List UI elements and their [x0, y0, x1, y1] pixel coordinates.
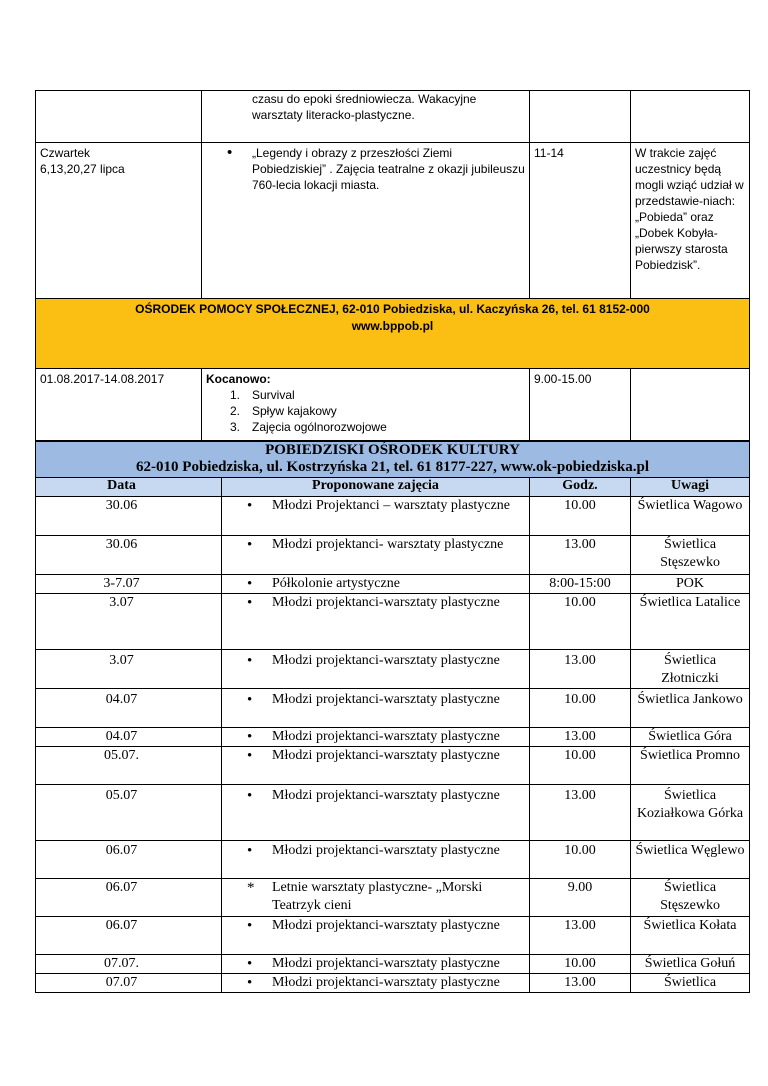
time-cell: 13.00	[530, 728, 631, 747]
activity-cell	[222, 747, 530, 785]
list-number: 1.	[230, 388, 241, 402]
activity-item: • Młodzi projektanci-warsztaty plastyczne	[247, 594, 525, 612]
activity-cell	[222, 955, 530, 974]
table-row	[36, 974, 750, 993]
activity-item: * Letnie warsztaty plastyczne- „Morski Teatrzyk cieni	[247, 879, 525, 915]
list-item-label: Survival	[252, 388, 295, 402]
table-row	[36, 917, 750, 955]
time-cell: 13.00	[530, 650, 631, 689]
date-cell	[36, 143, 202, 299]
time-cell: 13.00	[530, 917, 631, 955]
list-item-label: Spływ kajakowy	[252, 404, 337, 418]
ops-section-band	[36, 299, 750, 369]
activity-cell	[222, 728, 530, 747]
time-cell: 10.00	[530, 955, 631, 974]
activity-item: • Młodzi projektanci-warsztaty plastyczne	[247, 842, 525, 860]
activity-cell	[202, 369, 530, 441]
notes-cell: Świetlica Gołuń	[631, 955, 750, 974]
pok-section-band	[36, 442, 750, 478]
date-cell: 05.07.	[36, 747, 222, 785]
table-row	[36, 497, 750, 536]
activity-cell	[202, 143, 530, 299]
activity-cell	[222, 917, 530, 955]
date-cell: 06.07	[36, 917, 222, 955]
activity-cell	[222, 536, 530, 575]
activity-item: • Młodzi projektanci-warsztaty plastyczne	[247, 728, 525, 746]
time-cell: 9.00-15.00	[530, 369, 631, 441]
notes-cell: Świetlica Góra	[631, 728, 750, 747]
ops-band-line1: OŚRODEK POMOCY SPOŁECZNEJ, 62-010 Pobiedziska, ul. Kaczyńska 26, tel. 61 8152-000	[135, 302, 650, 316]
notes-cell: Świetlica Latalice	[631, 594, 750, 650]
date-cell	[36, 91, 202, 143]
date-cell: 30.06	[36, 536, 222, 575]
notes-cell: Świetlica Stęszewko	[631, 536, 750, 575]
list-number: 3.	[230, 420, 241, 434]
date-cell: 05.07	[36, 785, 222, 841]
list-item	[230, 403, 525, 419]
table-row	[36, 369, 750, 441]
activity-line: warsztaty literacko-plastyczne.	[252, 108, 415, 122]
ops-band-cell	[36, 299, 750, 369]
time-cell: 13.00	[530, 785, 631, 841]
activity-cell	[222, 841, 530, 879]
time-cell: 9.00	[530, 879, 631, 917]
top-schedule-table	[35, 90, 750, 441]
table-row	[36, 747, 750, 785]
list-item	[230, 419, 525, 435]
activity-cell	[222, 879, 530, 917]
time-cell: 10.00	[530, 594, 631, 650]
activity-cell	[222, 594, 530, 650]
date-line: 6,13,20,27 lipca	[40, 162, 125, 176]
table-row	[36, 841, 750, 879]
date-cell: 3-7.07	[36, 575, 222, 594]
list-item	[230, 387, 525, 403]
activity-cell	[222, 785, 530, 841]
age-cell	[530, 91, 631, 143]
activity-item: • Młodzi Projektanci – warsztaty plastyczne	[247, 497, 525, 515]
date-cell: 3.07	[36, 650, 222, 689]
activity-line: czasu do epoki średniowiecza. Wakacyjne	[252, 92, 477, 106]
activity-item: • Młodzi projektanci-warsztaty plastyczne	[247, 955, 525, 973]
table-row	[36, 955, 750, 974]
activity-item: • Młodzi projektanci-warsztaty plastyczne	[247, 747, 525, 765]
table-row	[36, 91, 750, 143]
notes-cell: Świetlica Kołata	[631, 917, 750, 955]
activity-item: • Młodzi projektanci-warsztaty plastyczne	[247, 974, 525, 992]
list-item-label: Zajęcia ogólnorozwojowe	[252, 420, 387, 434]
ops-band-line2: www.bppob.pl	[351, 319, 434, 333]
activity-item: • Młodzi projektanci-warsztaty plastyczne	[247, 917, 525, 935]
activity-cell	[222, 650, 530, 689]
header-row	[36, 478, 750, 497]
date-cell: 01.08.2017-14.08.2017	[36, 369, 202, 441]
header-time: Godz.	[530, 478, 631, 497]
table-row	[36, 575, 750, 594]
activity-item: • Młodzi projektanci-warsztaty plastyczne	[247, 652, 525, 670]
date-cell: 06.07	[36, 841, 222, 879]
table-row	[36, 594, 750, 650]
table-row	[36, 689, 750, 728]
activity-item: • Młodzi projektanci-warsztaty plastyczne	[247, 787, 525, 805]
notes-cell: Świetlica Promno	[631, 747, 750, 785]
activity-cell	[222, 974, 530, 993]
pok-band-cell	[36, 442, 750, 478]
notes-cell: Świetlica Wagowo	[631, 497, 750, 536]
notes-cell	[631, 91, 750, 143]
time-cell: 10.00	[530, 689, 631, 728]
activity-cell	[222, 497, 530, 536]
pok-schedule-table	[35, 441, 750, 993]
activity-item: • Młodzi projektanci- warsztaty plastyczne	[247, 536, 525, 554]
header-notes: Uwagi	[631, 478, 750, 497]
activity-item: • Młodzi projektanci-warsztaty plastyczne	[247, 691, 525, 709]
activity-item: • „Legendy i obrazy z przeszłości Ziemi Pobiedziskiej” . Zajęcia teatralne z okazji jubileuszu 760-lecia lokacji miasta.	[227, 145, 525, 193]
table-row	[36, 143, 750, 299]
time-cell: 8:00-15:00	[530, 575, 631, 594]
notes-cell: Świetlica Węglewo	[631, 841, 750, 879]
date-line: Czwartek	[40, 146, 91, 160]
pok-band-line1: POBIEDZISKI OŚRODEK KULTURY	[265, 442, 520, 458]
header-date: Data	[36, 478, 222, 497]
date-cell: 04.07	[36, 689, 222, 728]
pok-band-line2: 62-010 Pobiedziska, ul. Kostrzyńska 21, tel. 61 8177-227, www.ok-pobiedziska.pl	[136, 459, 649, 475]
time-cell: 13.00	[530, 536, 631, 575]
notes-cell: Świetlica	[631, 974, 750, 993]
time-cell: 10.00	[530, 747, 631, 785]
date-cell: 07.07.	[36, 955, 222, 974]
date-cell: 06.07	[36, 879, 222, 917]
notes-cell: Świetlica Jankowo	[631, 689, 750, 728]
kocanowo-list	[206, 387, 525, 435]
table-row	[36, 879, 750, 917]
kocanowo-title: Kocanowo:	[206, 372, 271, 386]
notes-cell: W trakcie zajęć uczestnicy będą mogli wziąć udział w przedstawie-niach: „Pobieda” oraz „Dobek Kobyła-pierwszy starosta Pobiedzisk”.	[631, 143, 750, 299]
activity-cell	[222, 689, 530, 728]
time-cell: 13.00	[530, 974, 631, 993]
table-row	[36, 785, 750, 841]
document-page	[35, 90, 749, 993]
table-row	[36, 650, 750, 689]
date-cell: 04.07	[36, 728, 222, 747]
notes-cell	[631, 369, 750, 441]
activity-cell	[222, 575, 530, 594]
list-number: 2.	[230, 404, 241, 418]
notes-cell: POK	[631, 575, 750, 594]
activity-list	[206, 145, 525, 193]
date-cell: 3.07	[36, 594, 222, 650]
header-activity: Proponowane zajęcia	[222, 478, 530, 497]
date-cell: 30.06	[36, 497, 222, 536]
date-cell: 07.07	[36, 974, 222, 993]
activity-item: • Półkolonie artystyczne	[247, 575, 525, 593]
table-row	[36, 728, 750, 747]
time-cell: 10.00	[530, 841, 631, 879]
notes-cell: Świetlica Koziałkowa Górka	[631, 785, 750, 841]
table-row	[36, 536, 750, 575]
time-cell: 10.00	[530, 497, 631, 536]
age-cell: 11-14	[530, 143, 631, 299]
notes-cell: Świetlica Złotniczki	[631, 650, 750, 689]
notes-cell: Świetlica Stęszewko	[631, 879, 750, 917]
activity-cell	[202, 91, 530, 143]
